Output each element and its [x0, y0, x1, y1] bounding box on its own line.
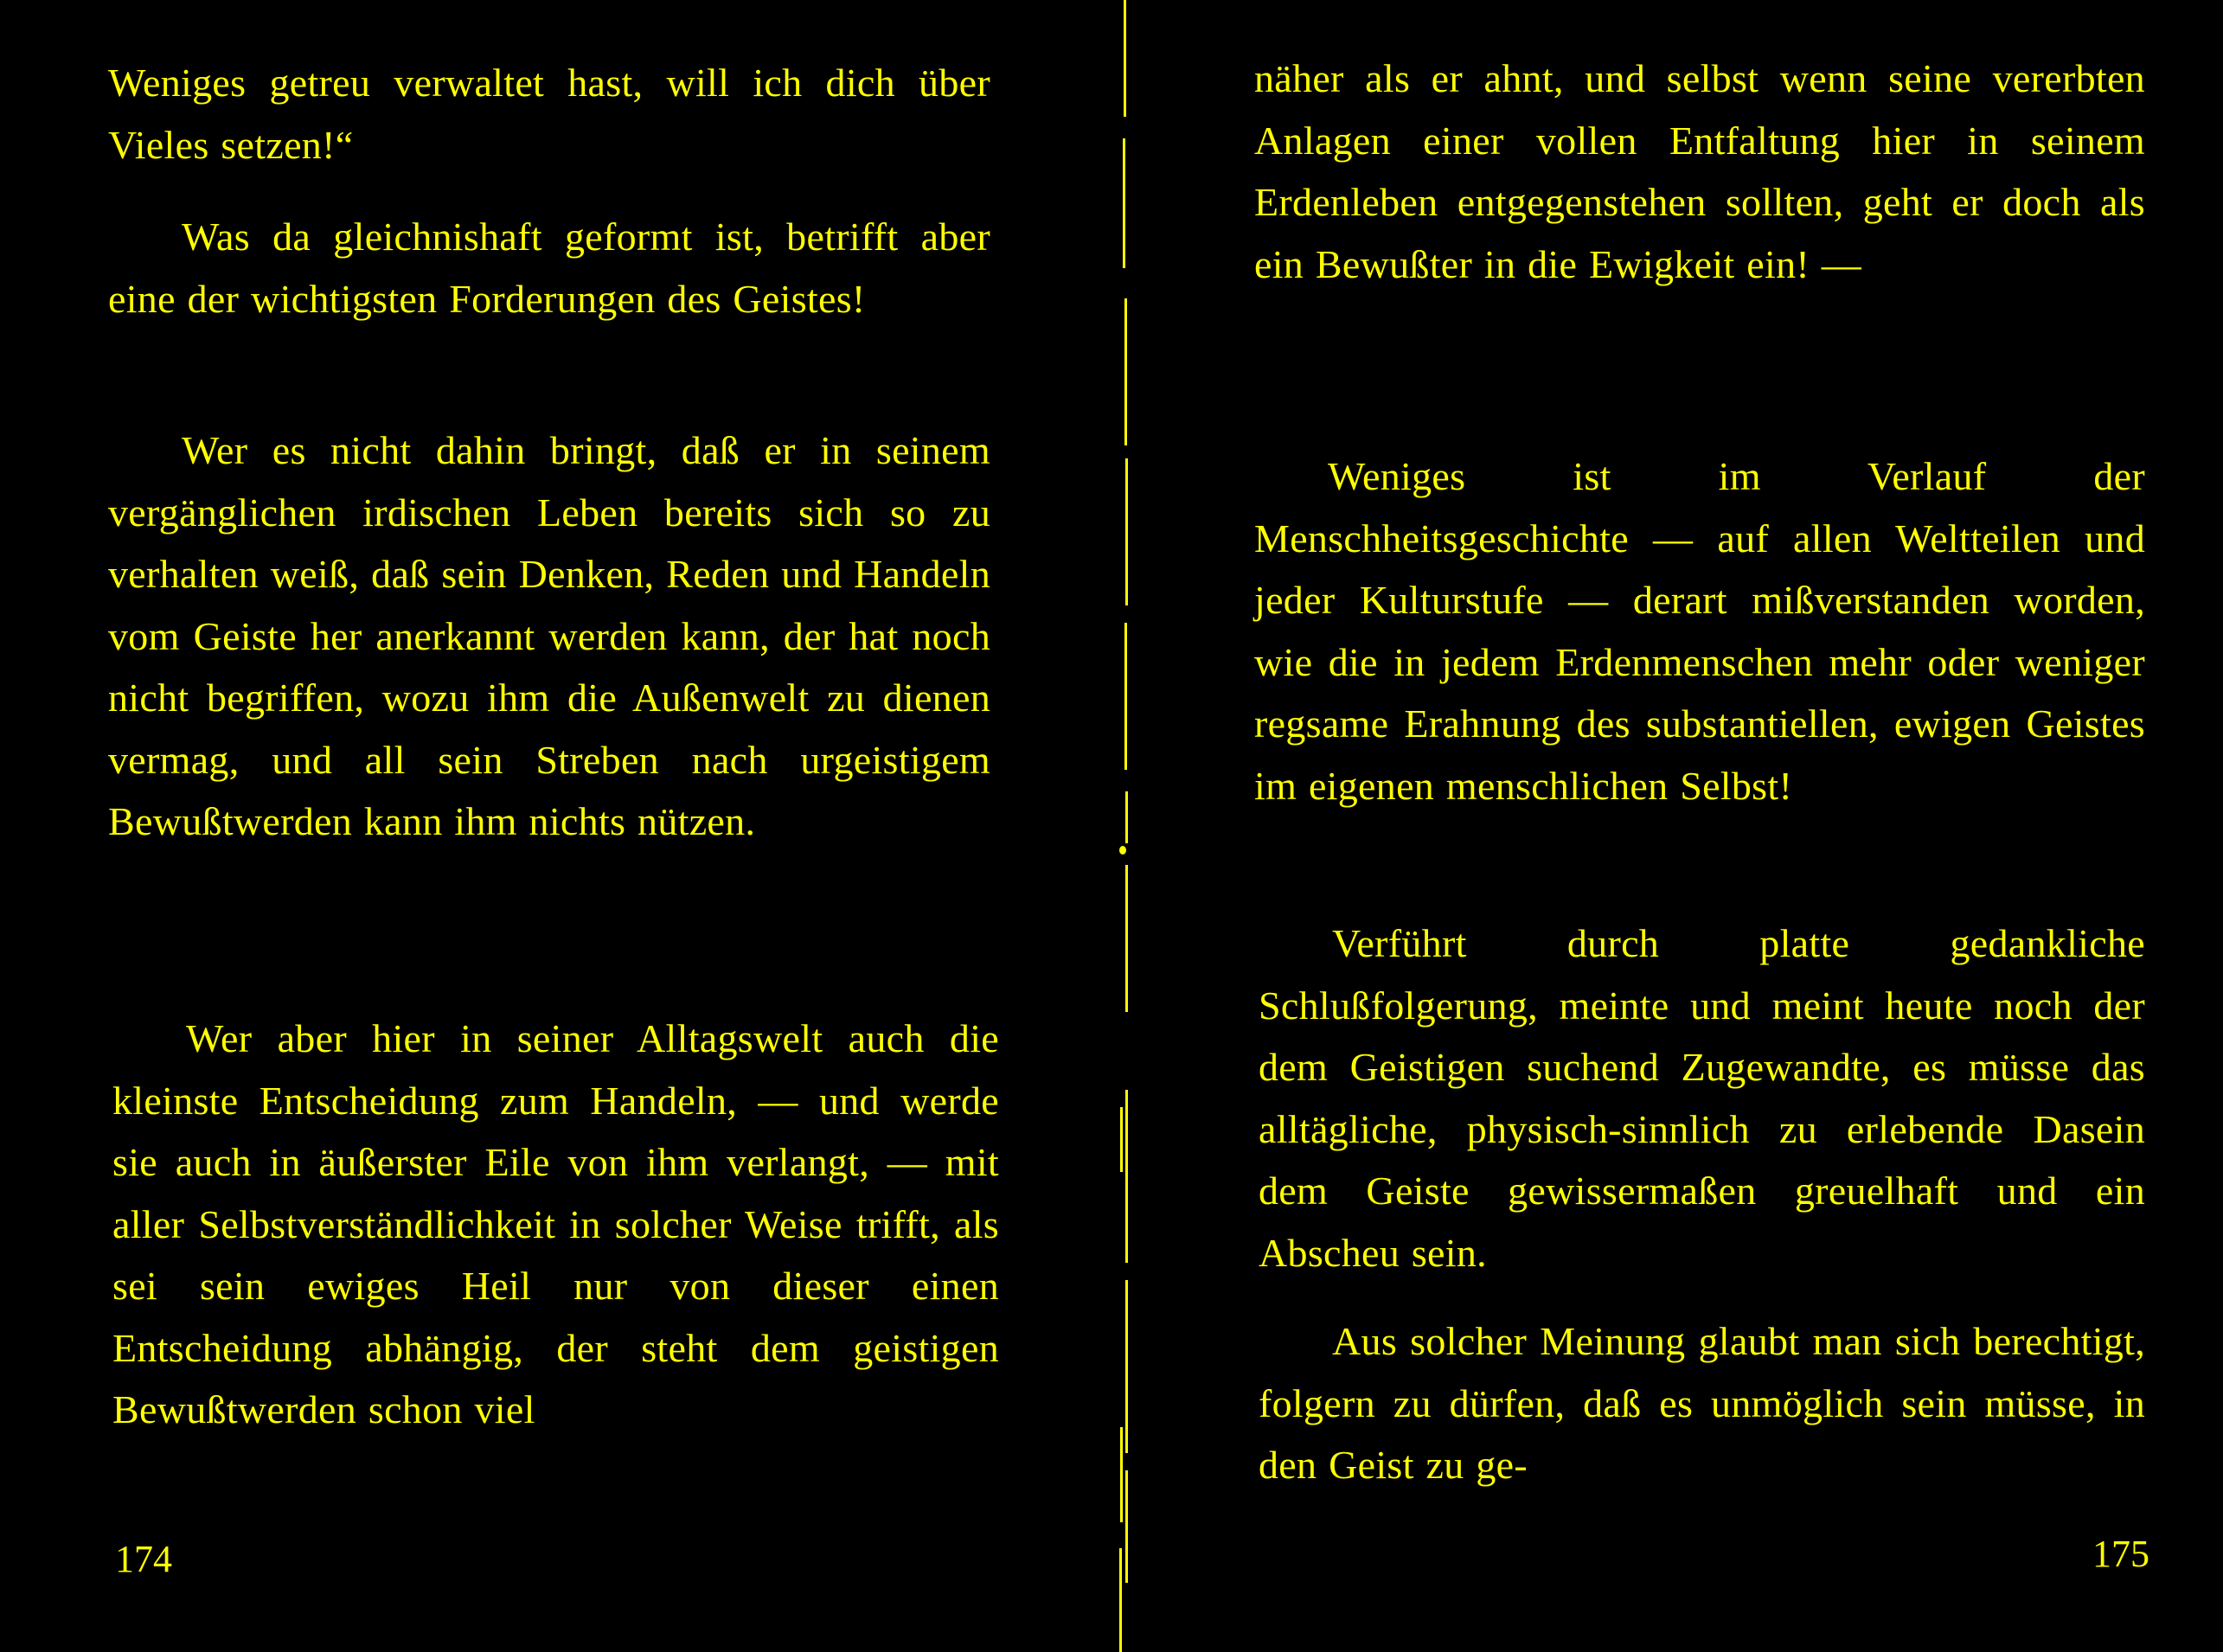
paragraph: näher als er ahnt, und selbst wenn seine vererbten Anlagen einer vollen Entfaltung hier in seinem Erdenleben entgegenstehen sollten, geht er doch als ein Bewußter in die Ewigkeit ein! — [1254, 56, 2145, 286]
paragraph: Wer es nicht dahin bringt, daß er in seinem vergänglichen irdischen Leben bereits sich so zu verhalten weiß, daß sein Denken, Reden und Handeln vom Geiste her anerkannt werden kann, der hat noch nicht begriffen, wozu ihm die Außenwelt zu dienen vermag, und all sein Streben nach urgeistigem Bewußtwerden kann ihm nichts nützen. [108, 428, 990, 843]
paragraph: Verführt durch platte gedankliche Schlußfolgerung, meinte und meint heute noch der dem Geistigen suchend Zugewandte, es müsse das alltägliche, physisch-sinnlich zu erlebende Dasein dem Geiste gewissermaßen greuelhaft und ein Abscheu sein. [1259, 921, 2145, 1275]
paragraph: Aus solcher Meinung glaubt man sich berechtigt, folgern zu dürfen, daß es unmöglich sein müsse, in den Geist zu ge- [1259, 1319, 2145, 1487]
paragraph: Was da gleichnishaft geformt ist, betrifft aber eine der wichtigsten Forderungen des Geistes! [108, 215, 990, 321]
page-number: 174 [115, 1538, 172, 1580]
page-number: 175 [2092, 1533, 2149, 1575]
left-page [0, 0, 1003, 1652]
paragraph: Weniges ist im Verlauf der Menschheitsgeschichte — auf allen Weltteilen und jeder Kulturstufe — derart mißverstanden worden, wie die in jedem Erdenmenschen mehr oder weniger regsame Erahnung des substantiellen, ewigen Geistes im eigenen menschlichen Selbst! [1254, 454, 2145, 808]
paragraph: Wer aber hier in seiner Alltagswelt auch die kleinste Entscheidung zum Handeln, — und werde sie auch in äußerster Eile von ihm verlangt, — mit aller Selbstverständlichkeit in solcher Weise trifft, als sei sein ewiges Heil nur von dieser einen Entscheidung abhängig, der steht dem geistigen Bewußtwerden schon viel [112, 1016, 999, 1431]
paragraph: Weniges getreu verwaltet hast, will ich dich über Vieles setzen!“ [108, 61, 990, 167]
right-page [1124, 0, 2149, 1652]
